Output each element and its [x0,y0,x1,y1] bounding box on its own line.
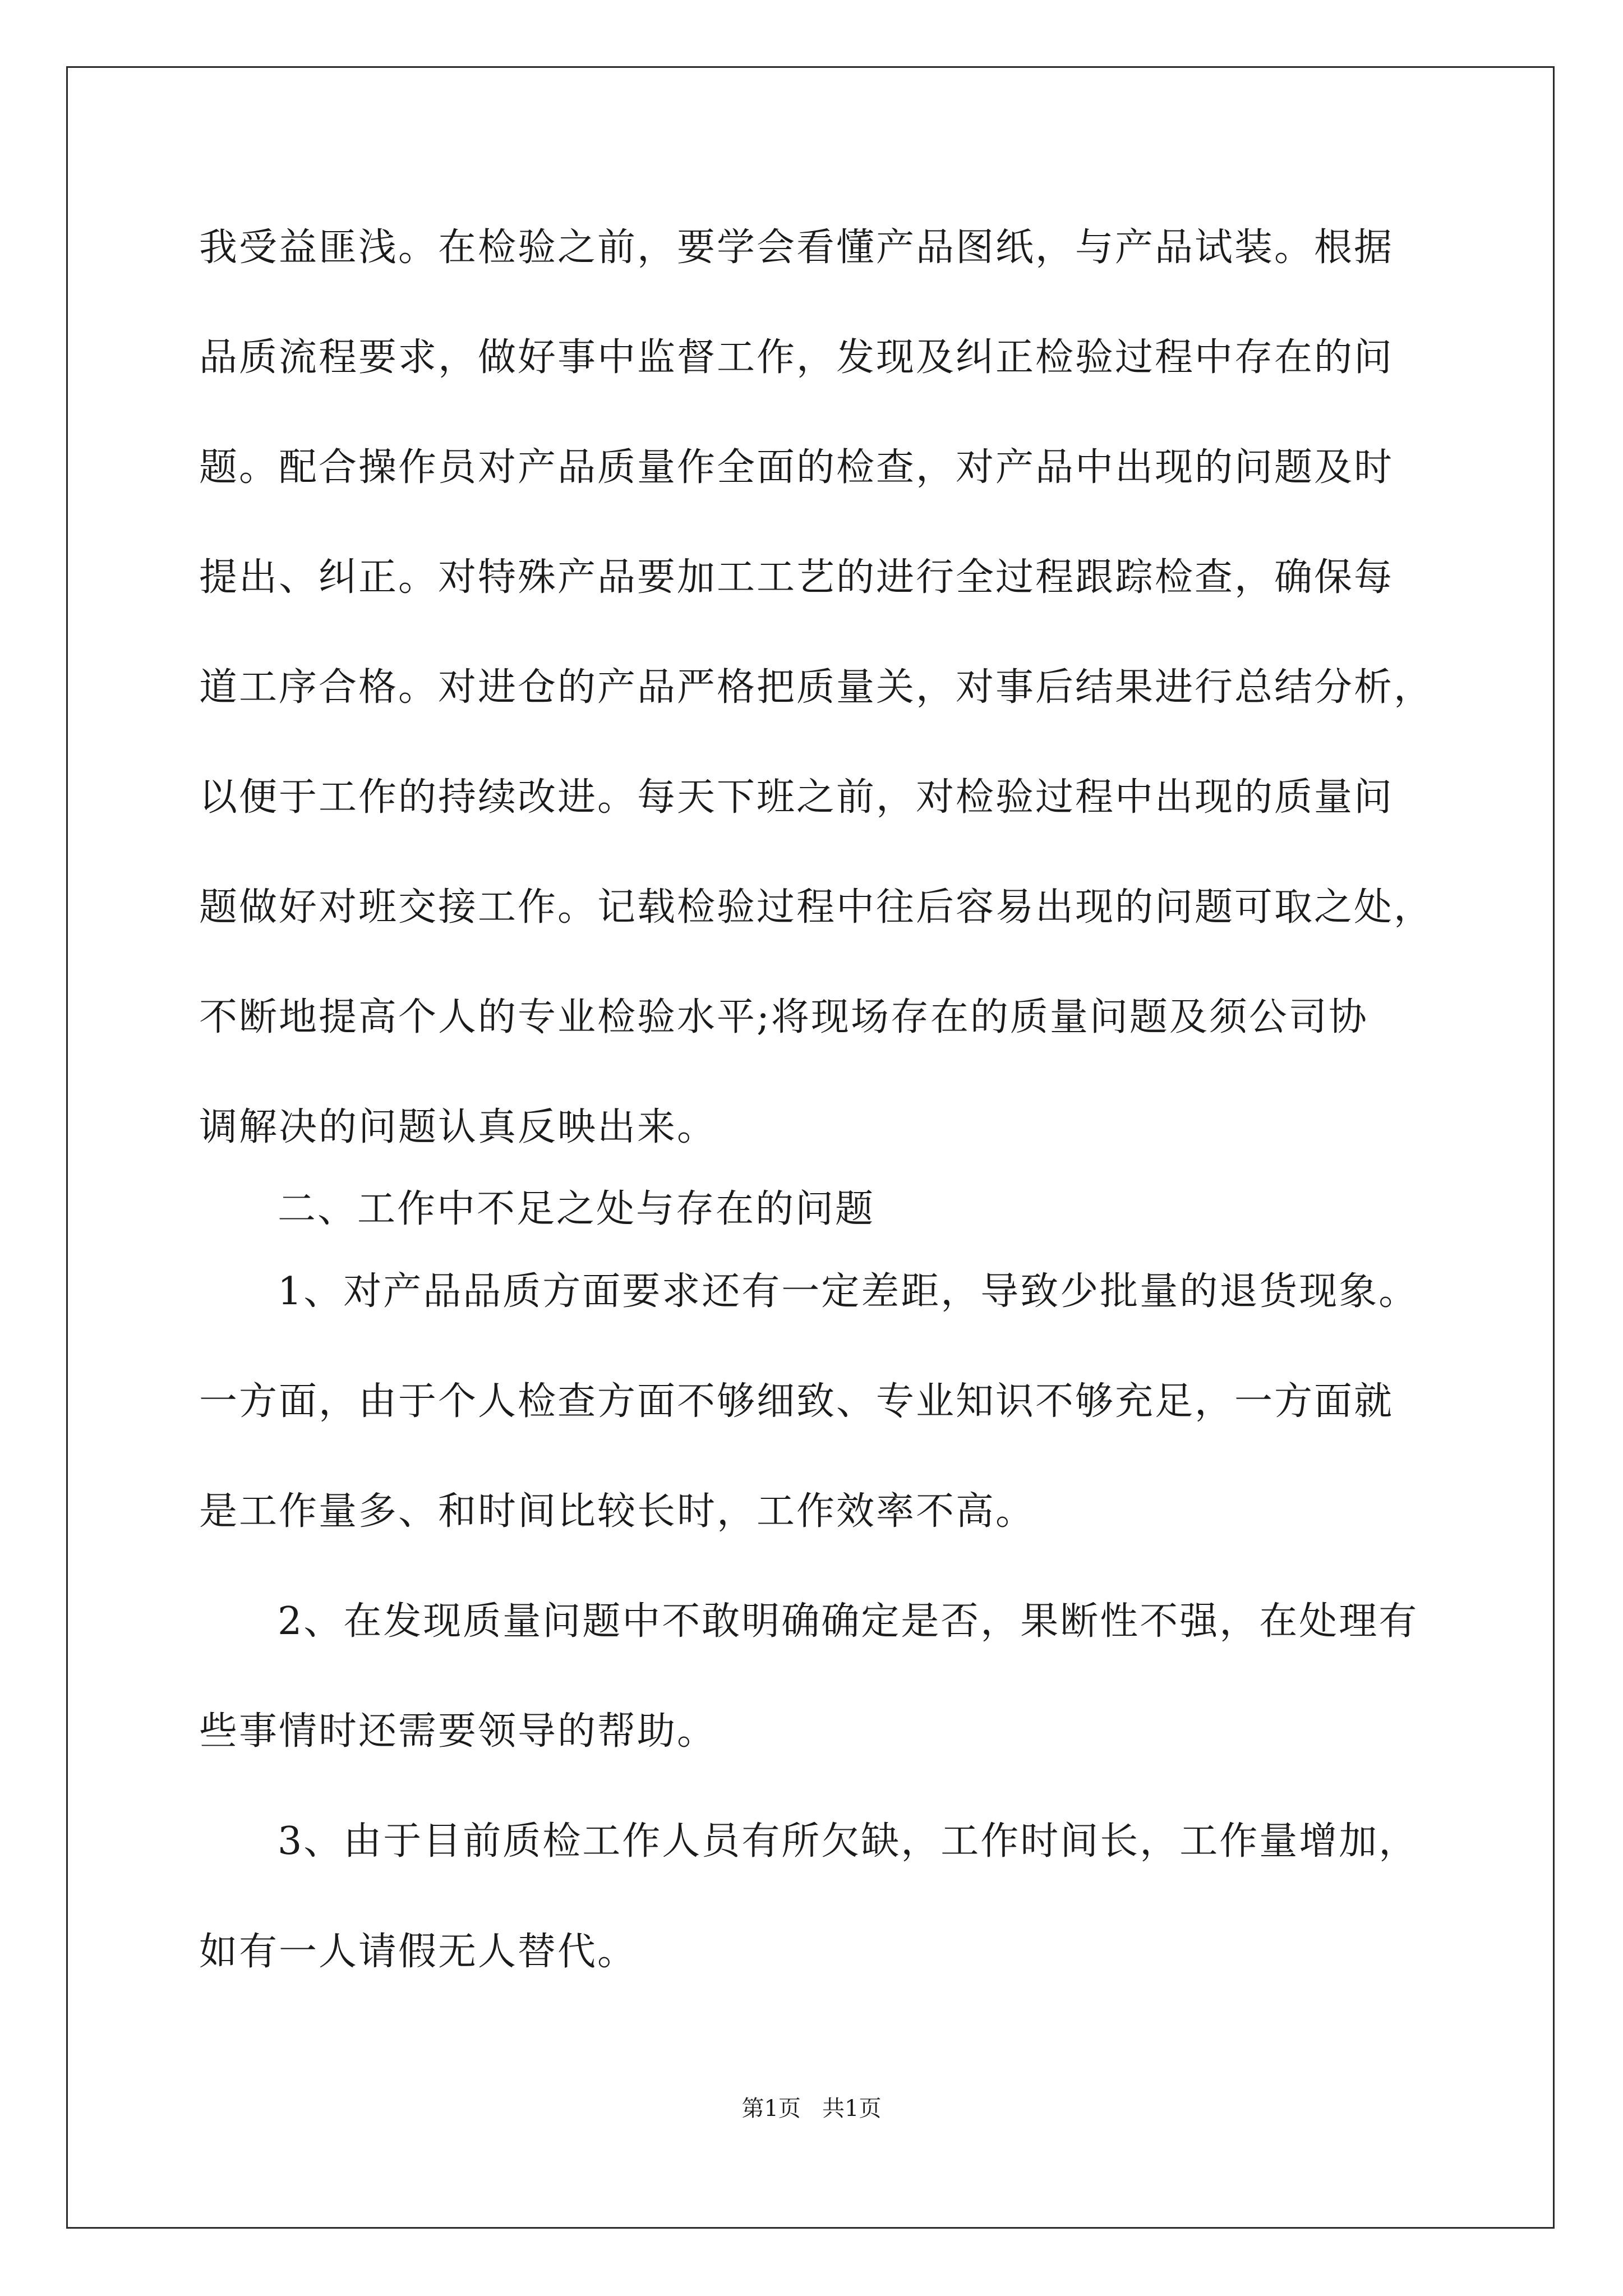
body-line: 1、对产品品质方面要求还有一定差距，导致少批量的退货现象。 [278,1269,1419,1314]
body-line: 是工作量多、和时间比较长时，工作效率不高。 [199,1489,1036,1534]
page-footer: 第1页 共1页 [741,2096,882,2122]
body-line: 提出、纠正。对特殊产品要加工工艺的进行全过程跟踪检查，确保每 [199,555,1394,600]
body-line: 2、在发现质量问题中不敢明确确定是否，果断性不强，在处理有 [278,1599,1419,1644]
body-line: 3、由于目前质检工作人员有所欠缺，工作时间长，工作量增加， [278,1819,1419,1864]
body-line: 些事情时还需要领导的帮助。 [199,1709,717,1754]
body-line: 以便于工作的持续改进。每天下班之前，对检验过程中出现的质量问 [199,775,1394,820]
body-line: 调解决的问题认真反映出来。 [199,1105,717,1149]
body-line: 题。配合操作员对产品质量作全面的检查，对产品中出现的问题及时 [199,445,1394,490]
body-line: 如有一人请假无人替代。 [199,1930,638,1974]
body-line: 道工序合格。对进仓的产品严格把质量关，对事后结果进行总结分析， [199,665,1434,710]
body-line: 品质流程要求，做好事中监督工作，发现及纠正检验过程中存在的问 [199,335,1394,380]
section-heading: 二、工作中不足之处与存在的问题 [278,1187,875,1231]
body-line: 不断地提高个人的专业检验水平;将现场存在的质量问题及须公司协 [199,995,1368,1039]
body-line: 题做好对班交接工作。记载检验过程中往后容易出现的问题可取之处， [199,885,1434,930]
body-line: 一方面，由于个人检查方面不够细致、专业知识不够充足，一方面就 [199,1379,1394,1424]
body-line: 我受益匪浅。在检验之前，要学会看懂产品图纸，与产品试装。根据 [199,226,1394,270]
